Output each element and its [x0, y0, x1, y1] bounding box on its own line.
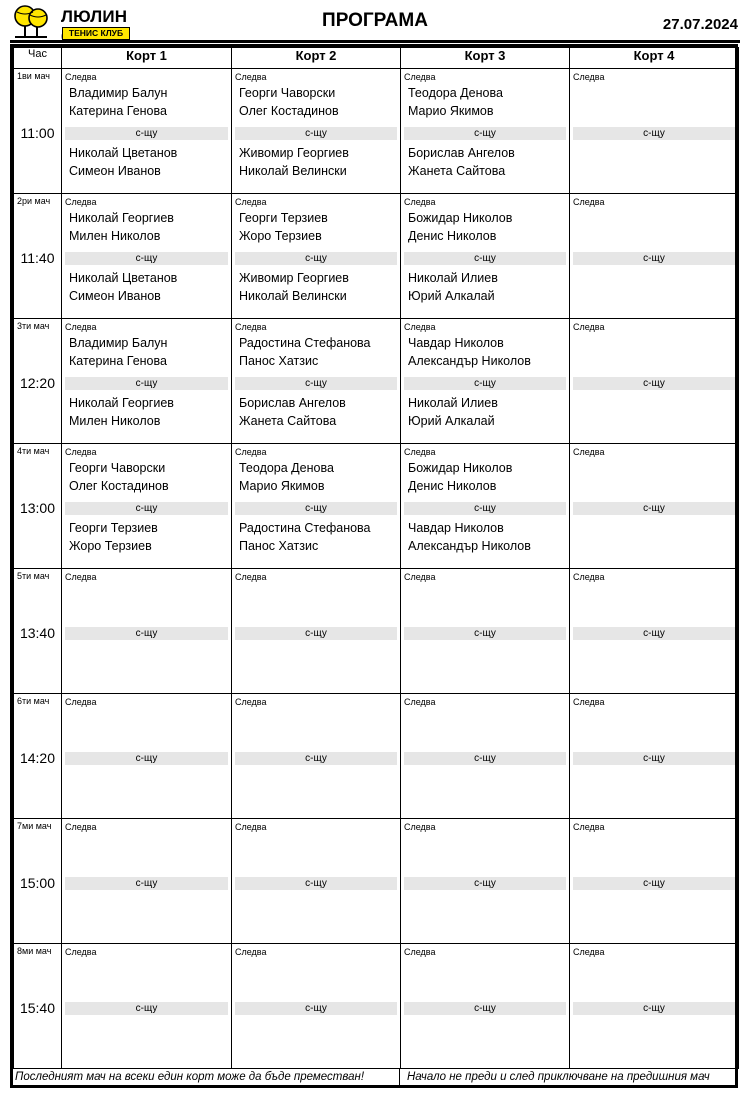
court-3-match-cell	[401, 444, 570, 569]
schedule-date: 27.07.2024	[662, 16, 738, 33]
versus-bar: с-щу	[573, 1002, 735, 1015]
team-a-player-2: Марио Якимов	[239, 479, 325, 493]
team-a-player-2: Олег Костадинов	[69, 479, 169, 493]
team-a-player-1: Чавдар Николов	[408, 336, 504, 350]
court-2-match-cell	[232, 694, 401, 819]
court-4-match-cell	[570, 319, 739, 444]
team-b-player-1: Николай Цветанов	[69, 146, 178, 160]
page-header	[0, 0, 750, 42]
versus-bar: с-щу	[65, 877, 228, 890]
team-b-player-1: Николай Цветанов	[69, 271, 178, 285]
team-b-player-1: Николай Георгиев	[69, 396, 174, 410]
versus-bar: с-щу	[235, 502, 397, 515]
next-label: Следва	[404, 197, 436, 207]
court-3-match-cell	[401, 194, 570, 319]
column-header-court-4: Корт 4	[570, 48, 739, 69]
court-2-match-cell	[232, 319, 401, 444]
team-b-player-1: Николай Илиев	[408, 396, 498, 410]
team-b-player-2: Симеон Иванов	[69, 164, 161, 178]
versus-bar: с-щу	[65, 252, 228, 265]
team-a-player-1: Теодора Денова	[239, 461, 334, 475]
next-label: Следва	[235, 822, 267, 832]
table-row	[14, 69, 739, 194]
team-a-player-1: Владимир Балун	[69, 336, 168, 350]
team-a-player-2: Марио Якимов	[408, 104, 494, 118]
time-slot-cell	[14, 944, 62, 1069]
team-a-player-1: Божидар Николов	[408, 211, 513, 225]
start-time: 11:40	[20, 250, 55, 266]
court-2-match-cell	[232, 569, 401, 694]
start-time: 15:40	[19, 1000, 56, 1016]
table-row	[14, 444, 739, 569]
next-label: Следва	[65, 572, 97, 582]
versus-bar: с-щу	[65, 127, 228, 140]
team-a-player-1: Георги Терзиев	[239, 211, 328, 225]
next-label: Следва	[573, 72, 605, 82]
next-label: Следва	[573, 697, 605, 707]
next-label: Следва	[65, 72, 97, 82]
court-1-match-cell	[62, 69, 232, 194]
court-1-match-cell	[62, 194, 232, 319]
next-label: Следва	[65, 322, 97, 332]
versus-bar: с-щу	[404, 752, 566, 765]
team-a-player-1: Радостина Стефанова	[239, 336, 371, 350]
team-b-player-2: Жанета Сайтова	[408, 164, 506, 178]
team-a-player-1: Божидар Николов	[408, 461, 513, 475]
team-b-player-2: Александър Николов	[408, 539, 531, 553]
team-b-player-1: Чавдар Николов	[408, 521, 504, 535]
next-label: Следва	[65, 947, 97, 957]
versus-bar: с-щу	[404, 627, 566, 640]
next-label: Следва	[573, 447, 605, 457]
match-number-label: 6ти мач	[17, 696, 50, 706]
court-3-match-cell	[401, 819, 570, 944]
team-b-player-2: Милен Николов	[69, 414, 161, 428]
versus-bar: с-щу	[404, 127, 566, 140]
column-header-court-1: Корт 1	[62, 48, 232, 69]
team-a-player-2: Денис Николов	[408, 229, 497, 243]
club-name: ЛЮЛИН	[61, 7, 128, 26]
time-slot-cell	[14, 819, 62, 944]
next-label: Следва	[404, 947, 436, 957]
team-b-player-1: Живомир Георгиев	[239, 146, 349, 160]
next-label: Следва	[235, 447, 267, 457]
versus-bar: с-щу	[235, 127, 397, 140]
team-a-player-2: Жоро Терзиев	[239, 229, 322, 243]
match-number-label: 5ти мач	[17, 571, 50, 581]
next-label: Следва	[235, 947, 267, 957]
court-2-match-cell	[232, 444, 401, 569]
time-slot-cell	[14, 69, 62, 194]
team-a-player-1: Георги Чаворски	[239, 86, 336, 100]
next-label: Следва	[573, 822, 605, 832]
team-b-player-2: Жоро Терзиев	[69, 539, 152, 553]
team-a-player-1: Георги Чаворски	[69, 461, 166, 475]
court-3-match-cell	[401, 694, 570, 819]
next-label: Следва	[235, 197, 267, 207]
time-slot-cell	[14, 194, 62, 319]
page-title: ПРОГРАМА	[322, 10, 428, 31]
time-slot-cell	[14, 569, 62, 694]
next-label: Следва	[404, 822, 436, 832]
schedule-table	[13, 47, 739, 1069]
versus-bar: с-щу	[65, 377, 228, 390]
next-label: Следва	[573, 322, 605, 332]
footer-note-right: Начало не преди и след приключване на предишния мач	[399, 1068, 735, 1086]
team-a-player-2: Денис Николов	[408, 479, 497, 493]
next-label: Следва	[573, 947, 605, 957]
column-header-court-2: Корт 2	[232, 48, 401, 69]
versus-bar: с-щу	[404, 252, 566, 265]
start-time: 11:00	[20, 125, 55, 141]
team-a-player-2: Александър Николов	[408, 354, 531, 368]
versus-bar: с-щу	[65, 502, 228, 515]
versus-bar: с-щу	[235, 377, 397, 390]
next-label: Следва	[573, 572, 605, 582]
next-label: Следва	[404, 697, 436, 707]
next-label: Следва	[65, 822, 97, 832]
versus-bar: с-щу	[235, 627, 397, 640]
table-row	[14, 694, 739, 819]
table-row	[14, 194, 739, 319]
versus-bar: с-щу	[65, 1002, 228, 1015]
column-header-hour: Час	[14, 48, 62, 69]
team-b-player-2: Юрий Алкалай	[408, 414, 495, 428]
court-1-match-cell	[62, 819, 232, 944]
team-b-player-2: Панос Хатзис	[239, 539, 319, 553]
table-row	[14, 569, 739, 694]
match-number-label: 8ми мач	[17, 946, 52, 956]
next-label: Следва	[235, 72, 267, 82]
team-a-player-2: Катерина Генова	[69, 354, 167, 368]
next-label: Следва	[65, 197, 97, 207]
next-label: Следва	[65, 447, 97, 457]
match-number-label: 3ти мач	[17, 321, 50, 331]
time-slot-cell	[14, 319, 62, 444]
court-1-match-cell	[62, 444, 232, 569]
court-4-match-cell	[570, 444, 739, 569]
team-b-player-2: Николай Велински	[239, 289, 347, 303]
club-subtitle: ТЕНИС КЛУБ	[62, 27, 130, 40]
table-header-row	[14, 48, 739, 69]
footer-note-left: Последният мач на всеки един корт може да бъде преместван!	[15, 1071, 365, 1083]
versus-bar: с-щу	[573, 252, 735, 265]
next-label: Следва	[65, 697, 97, 707]
time-slot-cell	[14, 694, 62, 819]
court-4-match-cell	[570, 944, 739, 1069]
match-number-label: 2ри мач	[17, 196, 51, 206]
versus-bar: с-щу	[235, 1002, 397, 1015]
team-a-player-2: Милен Николов	[69, 229, 161, 243]
court-4-match-cell	[570, 69, 739, 194]
next-label: Следва	[235, 322, 267, 332]
court-4-match-cell	[570, 694, 739, 819]
versus-bar: с-щу	[404, 877, 566, 890]
court-1-match-cell	[62, 694, 232, 819]
next-label: Следва	[235, 697, 267, 707]
court-1-match-cell	[62, 319, 232, 444]
team-a-player-2: Олег Костадинов	[239, 104, 339, 118]
court-3-match-cell	[401, 944, 570, 1069]
versus-bar: с-щу	[404, 377, 566, 390]
team-b-player-1: Радостина Стефанова	[239, 521, 371, 535]
court-1-match-cell	[62, 944, 232, 1069]
versus-bar: с-щу	[404, 502, 566, 515]
versus-bar: с-щу	[404, 1002, 566, 1015]
team-a-player-1: Владимир Балун	[69, 86, 168, 100]
match-number-label: 4ти мач	[17, 446, 50, 456]
versus-bar: с-щу	[235, 752, 397, 765]
versus-bar: с-щу	[235, 877, 397, 890]
match-number-label: 7ми мач	[17, 821, 52, 831]
next-label: Следва	[404, 72, 436, 82]
court-2-match-cell	[232, 194, 401, 319]
court-4-match-cell	[570, 194, 739, 319]
versus-bar: с-щу	[65, 627, 228, 640]
court-4-match-cell	[570, 569, 739, 694]
start-time: 14:20	[19, 750, 56, 766]
team-b-player-1: Георги Терзиев	[69, 521, 158, 535]
table-row	[14, 319, 739, 444]
team-b-player-1: Живомир Георгиев	[239, 271, 349, 285]
versus-bar: с-щу	[573, 127, 735, 140]
court-2-match-cell	[232, 819, 401, 944]
time-slot-cell	[14, 444, 62, 569]
next-label: Следва	[235, 572, 267, 582]
court-3-match-cell	[401, 319, 570, 444]
start-time: 13:00	[19, 500, 56, 516]
team-b-player-1: Борислав Ангелов	[408, 146, 515, 160]
start-time: 12:20	[19, 375, 56, 391]
table-row	[14, 944, 739, 1069]
team-a-player-2: Катерина Генова	[69, 104, 167, 118]
versus-bar: с-щу	[65, 752, 228, 765]
court-2-match-cell	[232, 944, 401, 1069]
match-number-label: 1ви мач	[17, 71, 50, 81]
court-2-match-cell	[232, 69, 401, 194]
versus-bar: с-щу	[573, 627, 735, 640]
team-b-player-2: Юрий Алкалай	[408, 289, 495, 303]
table-row	[14, 819, 739, 944]
team-b-player-2: Симеон Иванов	[69, 289, 161, 303]
team-a-player-1: Николай Георгиев	[69, 211, 174, 225]
column-header-court-3: Корт 3	[401, 48, 570, 69]
team-a-player-1: Теодора Денова	[408, 86, 503, 100]
court-3-match-cell	[401, 69, 570, 194]
versus-bar: с-щу	[235, 252, 397, 265]
team-a-player-2: Панос Хатзис	[239, 354, 319, 368]
court-4-match-cell	[570, 819, 739, 944]
versus-bar: с-щу	[573, 752, 735, 765]
court-1-match-cell	[62, 569, 232, 694]
next-label: Следва	[404, 572, 436, 582]
next-label: Следва	[573, 197, 605, 207]
court-3-match-cell	[401, 569, 570, 694]
header-divider	[10, 40, 740, 43]
next-label: Следва	[404, 447, 436, 457]
versus-bar: с-щу	[573, 377, 735, 390]
footer-notes	[13, 1068, 735, 1086]
team-b-player-1: Николай Илиев	[408, 271, 498, 285]
team-b-player-1: Борислав Ангелов	[239, 396, 346, 410]
versus-bar: с-щу	[573, 502, 735, 515]
start-time: 13:40	[19, 625, 56, 641]
versus-bar: с-щу	[573, 877, 735, 890]
team-b-player-2: Николай Велински	[239, 164, 347, 178]
next-label: Следва	[404, 322, 436, 332]
start-time: 15:00	[19, 875, 56, 891]
team-b-player-2: Жанета Сайтова	[239, 414, 337, 428]
